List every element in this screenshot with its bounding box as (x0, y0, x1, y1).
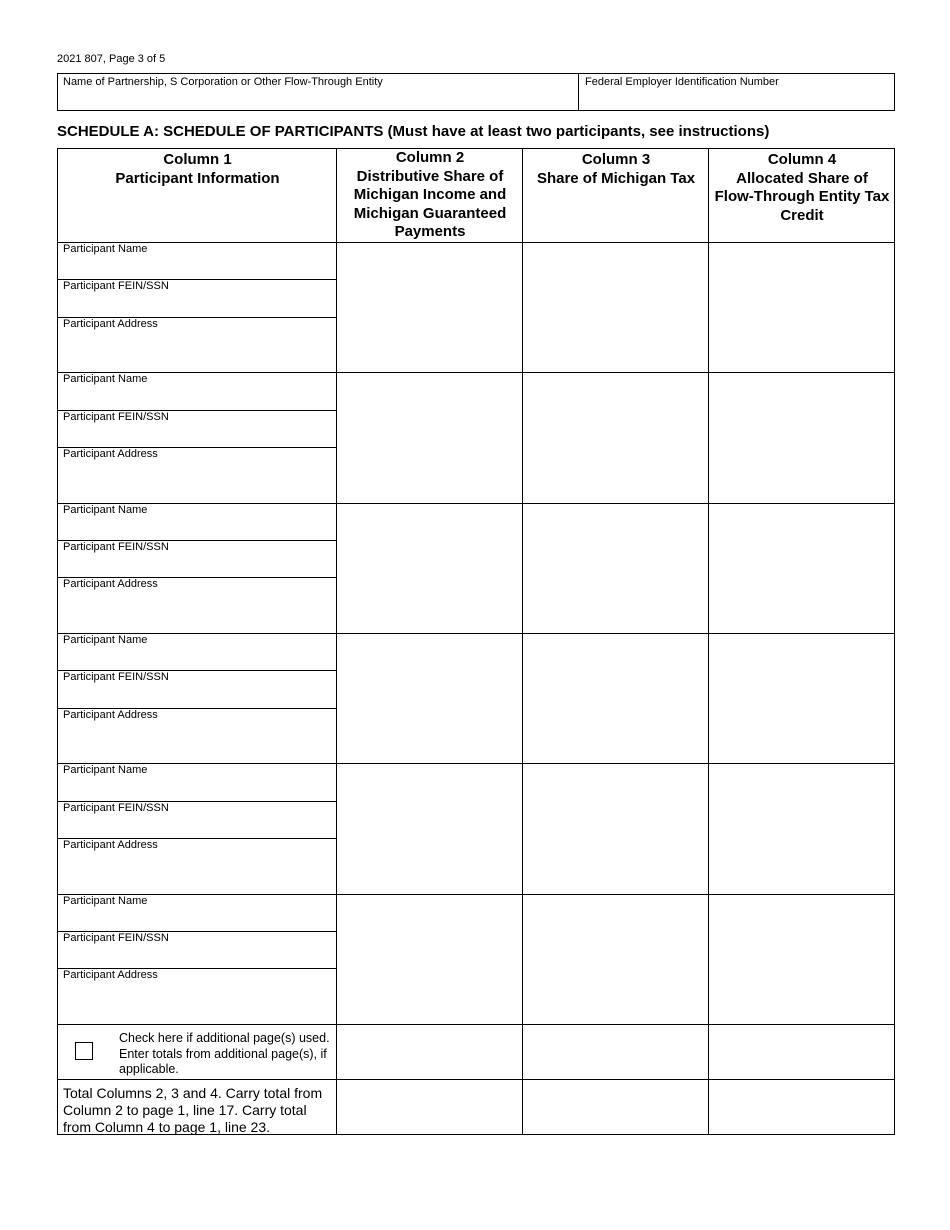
participant-divider (58, 633, 894, 634)
participant-address-label: Participant Address (63, 317, 158, 330)
participant-col3-field[interactable] (524, 244, 708, 370)
column-2-header (337, 149, 523, 242)
column-4-line: Credit (780, 206, 824, 224)
participant-col2-field[interactable] (338, 896, 522, 1022)
column-1-header (58, 151, 337, 188)
participant-address-field[interactable] (60, 331, 334, 371)
participant-name-label: Participant Name (63, 373, 148, 386)
entity-name-field[interactable] (58, 88, 576, 110)
column-3-title: Column 3 (581, 151, 651, 168)
entity-info-box (57, 73, 895, 111)
participant-fein-label: Participant FEIN/SSN (63, 801, 169, 814)
participant-address-label: Participant Address (63, 969, 158, 982)
participant-address-label: Participant Address (63, 578, 158, 591)
column-2-line: Payments (394, 223, 466, 240)
header-bottom-line (58, 242, 894, 243)
participant-fein-field[interactable] (60, 554, 334, 575)
additional-pages-cell (58, 1025, 337, 1079)
participant-address-field[interactable] (60, 852, 334, 892)
column-4-line: Allocated Share of (736, 169, 868, 187)
schedule-title: SCHEDULE A: SCHEDULE OF PARTICIPANTS (Must have at least two participants, see instructions) (57, 123, 770, 140)
participant-col2-field[interactable] (338, 635, 522, 761)
participant-fein-label: Participant FEIN/SSN (63, 280, 169, 293)
participant-address-label: Participant Address (63, 447, 158, 460)
participant-col4-field[interactable] (710, 896, 894, 1022)
participants-table (57, 148, 895, 1135)
participant-fein-label: Participant FEIN/SSN (63, 671, 169, 684)
participant-fein-label: Participant FEIN/SSN (63, 540, 169, 553)
participant-divider (58, 372, 894, 373)
participant-name-field[interactable] (60, 517, 334, 538)
fein-field[interactable] (580, 88, 894, 110)
entity-box-divider (578, 74, 579, 110)
column-divider (708, 149, 709, 1134)
additional-col2-field[interactable] (338, 1026, 522, 1079)
participant-col4-field[interactable] (710, 244, 894, 370)
participant-name-label: Participant Name (63, 633, 148, 646)
column-4-line: Flow-Through Entity Tax (714, 188, 890, 205)
participant-name-field[interactable] (60, 908, 334, 929)
participant-fein-field[interactable] (60, 684, 334, 705)
participant-col3-field[interactable] (524, 374, 708, 500)
column-4-header (709, 151, 895, 225)
participant-divider (58, 503, 894, 504)
total-col2-field[interactable] (338, 1081, 522, 1133)
column-1-subtitle: Participant Information (115, 169, 280, 187)
participant-address-field[interactable] (60, 982, 334, 1022)
additional-pages-text: Check here if additional page(s) used. Enter totals from additional page(s), if applicable. (119, 1031, 330, 1076)
participant-name-field[interactable] (60, 647, 334, 668)
participant-col4-field[interactable] (710, 765, 894, 891)
participant-address-field[interactable] (60, 722, 334, 762)
column-2-title: Column 2 (395, 149, 465, 166)
participant-fein-label: Participant FEIN/SSN (63, 931, 169, 944)
entity-name-label: Name of Partnership, S Corporation or Other Flow-Through Entity (63, 76, 383, 88)
additional-col3-field[interactable] (524, 1026, 708, 1079)
participant-col2-field[interactable] (338, 244, 522, 370)
participant-col4-field[interactable] (710, 635, 894, 761)
participant-col3-field[interactable] (524, 505, 708, 631)
page-header: 2021 807, Page 3 of 5 (57, 53, 166, 65)
participant-address-field[interactable] (60, 461, 334, 501)
total-col3-field[interactable] (524, 1081, 708, 1133)
participant-divider (58, 894, 894, 895)
column-4-title: Column 4 (767, 151, 837, 168)
column-divider (522, 149, 523, 1134)
participant-col3-field[interactable] (524, 765, 708, 891)
participant-col4-field[interactable] (710, 374, 894, 500)
total-col4-field[interactable] (710, 1081, 894, 1133)
totals-cell (58, 1080, 337, 1134)
participant-col3-field[interactable] (524, 896, 708, 1022)
participant-fein-field[interactable] (60, 815, 334, 836)
participant-fein-label: Participant FEIN/SSN (63, 410, 169, 423)
column-2-line: Distributive Share of (356, 167, 504, 185)
additional-col4-field[interactable] (710, 1026, 894, 1079)
column-1-title: Column 1 (163, 151, 232, 168)
participant-fein-field[interactable] (60, 293, 334, 314)
participant-col3-field[interactable] (524, 635, 708, 761)
participant-col2-field[interactable] (338, 505, 522, 631)
participant-name-field[interactable] (60, 386, 334, 407)
totals-text: Total Columns 2, 3 and 4. Carry total from Column 2 to page 1, line 17. Carry total from Column 4 to page 1, line 23. (63, 1085, 323, 1135)
column-2-line: Michigan Income and (353, 186, 507, 203)
participant-name-field[interactable] (60, 777, 334, 798)
fein-label: Federal Employer Identification Number (585, 76, 779, 88)
participant-name-label: Participant Name (63, 894, 148, 907)
column-divider (336, 149, 337, 1134)
column-3-subtitle: Share of Michigan Tax (536, 169, 696, 187)
participant-fein-field[interactable] (60, 424, 334, 445)
participant-col4-field[interactable] (710, 505, 894, 631)
additional-pages-checkbox[interactable] (75, 1042, 93, 1060)
participant-divider (58, 763, 894, 764)
participant-name-label: Participant Name (63, 243, 148, 255)
participant-col2-field[interactable] (338, 765, 522, 891)
participant-address-label: Participant Address (63, 708, 158, 721)
participant-name-label: Participant Name (63, 764, 148, 777)
participant-fein-field[interactable] (60, 945, 334, 966)
participant-name-label: Participant Name (63, 503, 148, 516)
participant-address-label: Participant Address (63, 838, 158, 851)
column-2-line: Michigan Guaranteed (353, 204, 507, 222)
participant-address-field[interactable] (60, 591, 334, 631)
participant-col2-field[interactable] (338, 374, 522, 500)
participant-name-field[interactable] (60, 256, 334, 277)
column-3-header (523, 151, 709, 188)
